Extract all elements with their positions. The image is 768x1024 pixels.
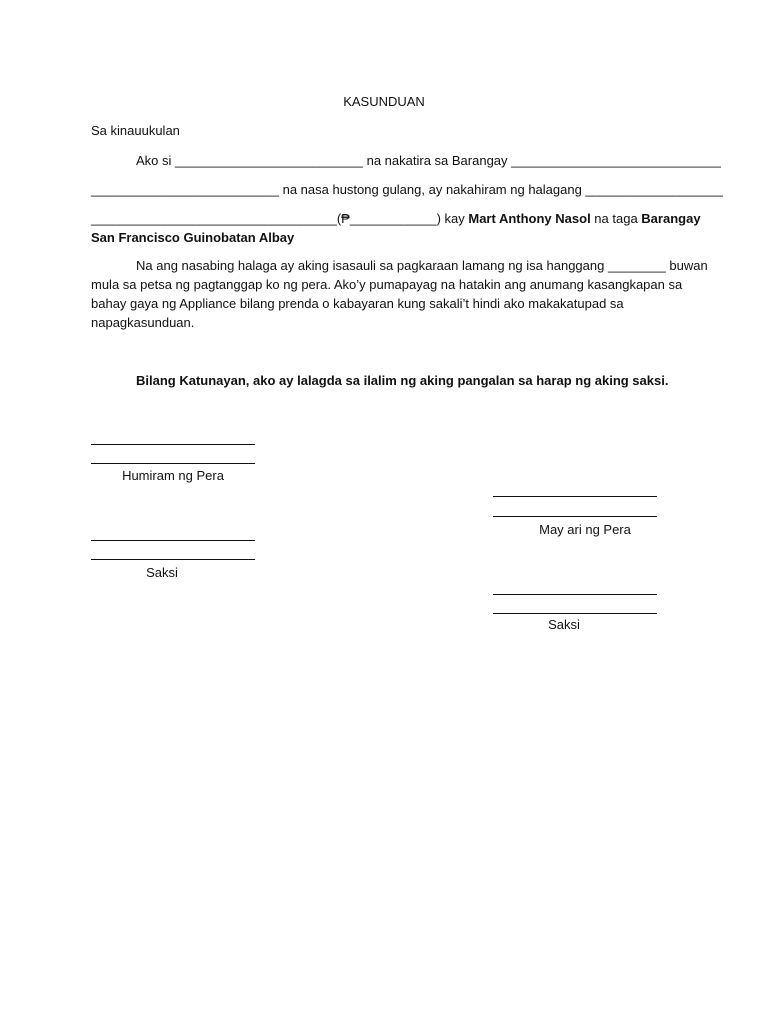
paragraph2-line3: bahay gaya ng Appliance bilang prenda o kabayaran kung sakali’t hindi ako makakatupad sa xyxy=(91,296,624,311)
paragraph2-line4: napagkasunduan. xyxy=(91,315,195,330)
lender-name: Mart Anthony Nasol xyxy=(468,211,591,226)
amount-blank: __________________________________(₱____________) kay xyxy=(91,211,469,226)
borrower-signature-line-2 xyxy=(91,463,255,464)
witness-right-signature-line-2 xyxy=(493,613,657,614)
paragraph2-line2: mula sa petsa ng pagtanggap ko ng pera. Ako’y pumapayag na hatakin ang anumang kasangkapan sa xyxy=(91,277,683,292)
lender-signature-line-2 xyxy=(493,516,657,517)
witness-left-signature-line-1 xyxy=(91,540,255,541)
witness-left-label: Saksi xyxy=(146,565,178,580)
lender-address: San Francisco Guinobatan Albay xyxy=(91,230,295,245)
attestation-statement: Bilang Katunayan, ako ay lalagda sa ilalim ng aking pangalan sa harap ng aking saksi. xyxy=(136,373,669,388)
line3-connector: na taga xyxy=(590,211,642,226)
paragraph1-line1: Ako si __________________________ na nakatira sa Barangay _____________________________ xyxy=(136,153,721,168)
borrower-signature-line-1 xyxy=(91,444,255,445)
paragraph1-line3 xyxy=(91,211,701,227)
lender-label: May ari ng Pera xyxy=(539,522,631,537)
lender-signature-line-1 xyxy=(493,496,657,497)
paragraph2-line1: Na ang nasabing halaga ay aking isasauli sa pagkaraan lamang ng isa hanggang ________ buwan xyxy=(136,258,708,273)
witness-right-label: Saksi xyxy=(548,617,580,632)
salutation: Sa kinauukulan xyxy=(91,123,180,138)
witness-left-signature-line-2 xyxy=(91,559,255,560)
document-title: KASUNDUAN xyxy=(343,94,425,109)
barangay-word: Barangay xyxy=(641,211,701,226)
witness-right-signature-line-1 xyxy=(493,594,657,595)
paragraph1-line2: __________________________ na nasa hustong gulang, ay nakahiram ng halagang ___________________ xyxy=(91,182,723,197)
borrower-label: Humiram ng Pera xyxy=(122,468,224,483)
